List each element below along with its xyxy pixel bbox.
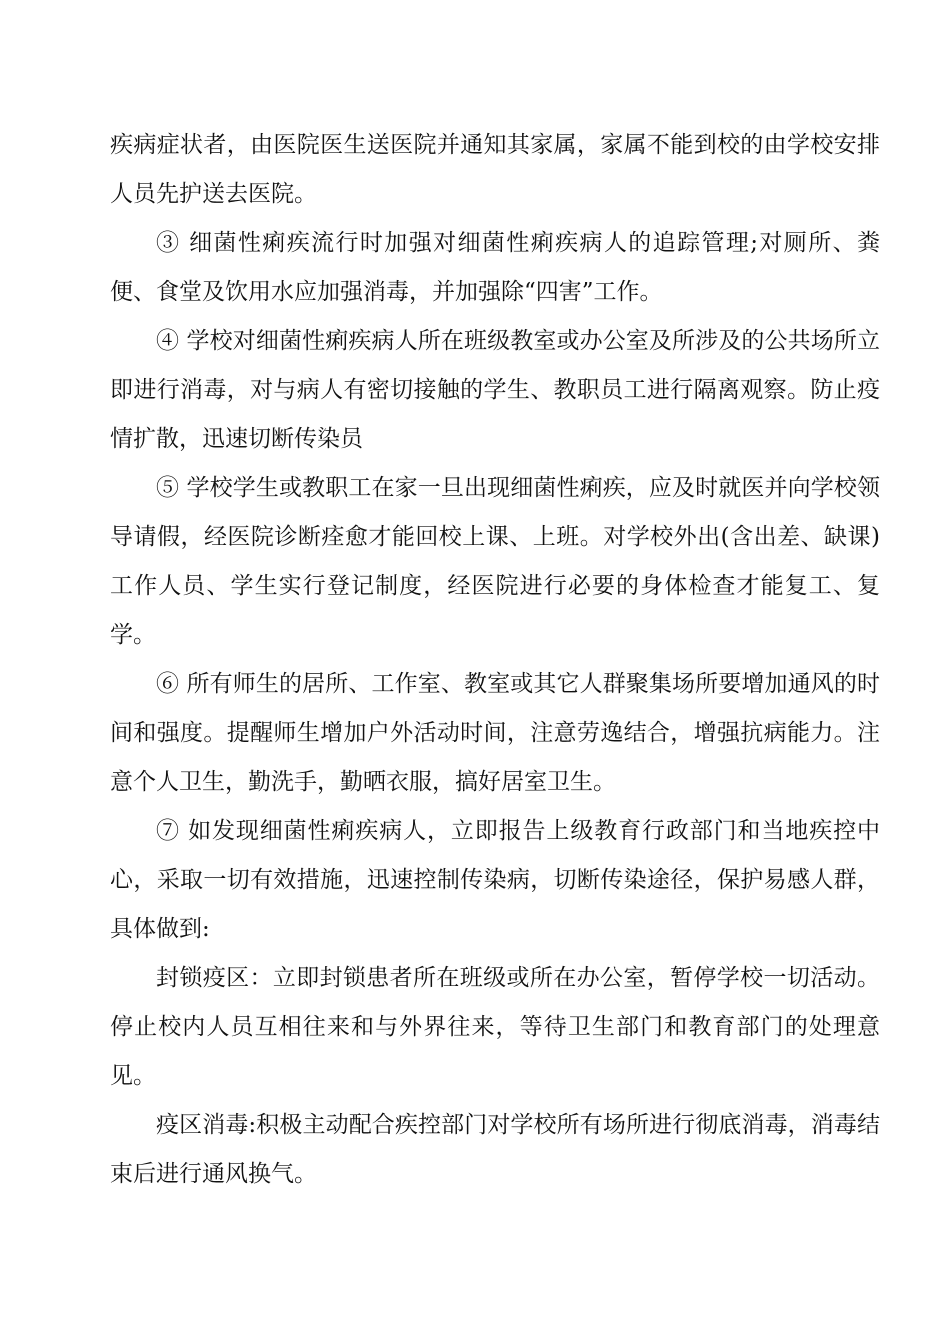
paragraph-item-5: ⑤ 学校学生或教职工在家一旦出现细菌性痢疾，应及时就医并向学校领导请假，经医院诊断痊愈才能回校上课、上班。对学校外出(含出差、缺课)工作人员、学生实行登记制度，经医院进行必要的身体检查才能复工、复学。 xyxy=(110,475,880,648)
paragraph-continuation: 疾病症状者，由医院医生送医院并通知其家属，家属不能到校的由学校安排人员先护送去医院。 xyxy=(110,132,880,207)
paragraph-item-3: ③ 细菌性痢疾流行时加强对细菌性痢疾病人的追踪管理;对厕所、粪便、食堂及饮用水应加强消毒，并加强除“四害”工作。 xyxy=(110,230,880,305)
paragraph-item-6: ⑥ 所有师生的居所、工作室、教室或其它人群聚集场所要增加通风的时间和强度。提醒师生增加户外活动时间，注意劳逸结合，增强抗病能力。注意个人卫生，勤洗手，勤晒衣服，搞好居室卫生。 xyxy=(110,671,880,795)
document-body xyxy=(110,121,880,1199)
paragraph-item-4: ④ 学校对细菌性痢疾病人所在班级教室或办公室及所涉及的公共场所立即进行消毒，对与病人有密切接触的学生、教职员工进行隔离观察。防止疫情扩散，迅速切断传染员 xyxy=(110,328,880,452)
paragraph-lockdown: 封锁疫区：立即封锁患者所在班级或所在办公室，暂停学校一切活动。停止校内人员互相往来和与外界往来，等待卫生部门和教育部门的处理意见。 xyxy=(110,965,880,1089)
paragraph-item-7: ⑦ 如发现细菌性痢疾病人，立即报告上级教育行政部门和当地疾控中心，采取一切有效措施，迅速控制传染病，切断传染途径，保护易感人群，具体做到: xyxy=(110,818,880,942)
paragraph-disinfection: 疫区消毒:积极主动配合疾控部门对学校所有场所进行彻底消毒，消毒结束后进行通风换气。 xyxy=(110,1112,880,1187)
